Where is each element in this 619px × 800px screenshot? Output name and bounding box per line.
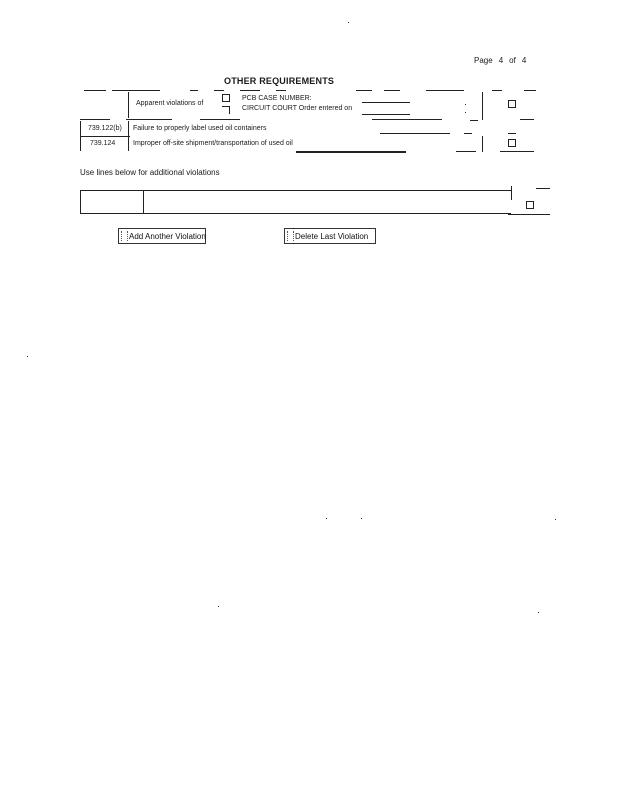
rule bbox=[276, 90, 286, 91]
page-total: 4 bbox=[521, 56, 527, 65]
additional-violation-checkbox[interactable] bbox=[526, 201, 534, 209]
rule bbox=[200, 119, 240, 120]
button-icon bbox=[287, 231, 294, 241]
rule bbox=[524, 90, 536, 91]
circuit-court-date-field[interactable] bbox=[362, 114, 410, 115]
row-divider bbox=[482, 136, 483, 152]
rule bbox=[80, 136, 130, 137]
rule bbox=[190, 90, 198, 91]
additional-violation-input[interactable] bbox=[148, 193, 498, 212]
section-title: OTHER REQUIREMENTS bbox=[224, 76, 335, 86]
circuit-court-label: CIRCUIT COURT Order entered on bbox=[242, 105, 353, 112]
page-current: 4 bbox=[498, 56, 504, 65]
rule bbox=[508, 214, 550, 215]
page-label: Page bbox=[474, 56, 493, 65]
apparent-violation-select-checkbox[interactable] bbox=[508, 100, 516, 108]
rule bbox=[126, 119, 172, 120]
delete-violation-label: Delete Last Violation bbox=[295, 232, 369, 241]
additional-violations-label: Use lines below for additional violations bbox=[80, 168, 220, 177]
violation-field[interactable] bbox=[296, 151, 406, 153]
violation-select-checkbox[interactable] bbox=[508, 139, 516, 147]
row-divider bbox=[482, 92, 483, 120]
row-divider bbox=[128, 92, 129, 118]
rule bbox=[508, 133, 516, 134]
apparent-violations-label: Apparent violations of bbox=[136, 100, 204, 107]
button-icon bbox=[121, 231, 128, 241]
pcb-case-number-label: PCB CASE NUMBER: bbox=[242, 95, 312, 102]
add-violation-label: Add Another Violation bbox=[129, 232, 206, 241]
row-divider bbox=[143, 191, 144, 214]
delete-last-violation-button[interactable] bbox=[284, 228, 376, 244]
rule bbox=[492, 90, 502, 91]
violation-code: 739.124 bbox=[90, 140, 116, 147]
rule bbox=[470, 120, 478, 121]
rule bbox=[372, 119, 442, 120]
rule bbox=[112, 90, 160, 91]
pcb-case-checkbox[interactable] bbox=[222, 94, 230, 102]
rule bbox=[80, 119, 110, 120]
violation-code: 739.122(b) bbox=[88, 125, 122, 132]
violation-description: Improper off-site shipment/transportation of used oil bbox=[133, 140, 293, 147]
rule bbox=[464, 133, 472, 134]
pcb-case-number-field[interactable] bbox=[362, 102, 410, 103]
rule bbox=[536, 188, 550, 189]
violation-description: Failure to properly label used oil containers bbox=[133, 125, 267, 132]
page-of-label: of bbox=[509, 56, 516, 65]
add-another-violation-button[interactable] bbox=[118, 228, 206, 244]
violation-field[interactable] bbox=[380, 133, 450, 134]
page-counter bbox=[474, 56, 532, 65]
rule bbox=[520, 119, 534, 120]
rule bbox=[84, 90, 106, 91]
row-divider bbox=[511, 186, 512, 200]
rule bbox=[456, 151, 476, 152]
rule bbox=[426, 90, 464, 91]
rule bbox=[384, 90, 400, 91]
rule bbox=[356, 90, 372, 91]
rule bbox=[240, 90, 260, 91]
rule bbox=[500, 151, 534, 152]
rule bbox=[214, 90, 224, 91]
circuit-court-checkbox[interactable] bbox=[222, 106, 230, 114]
